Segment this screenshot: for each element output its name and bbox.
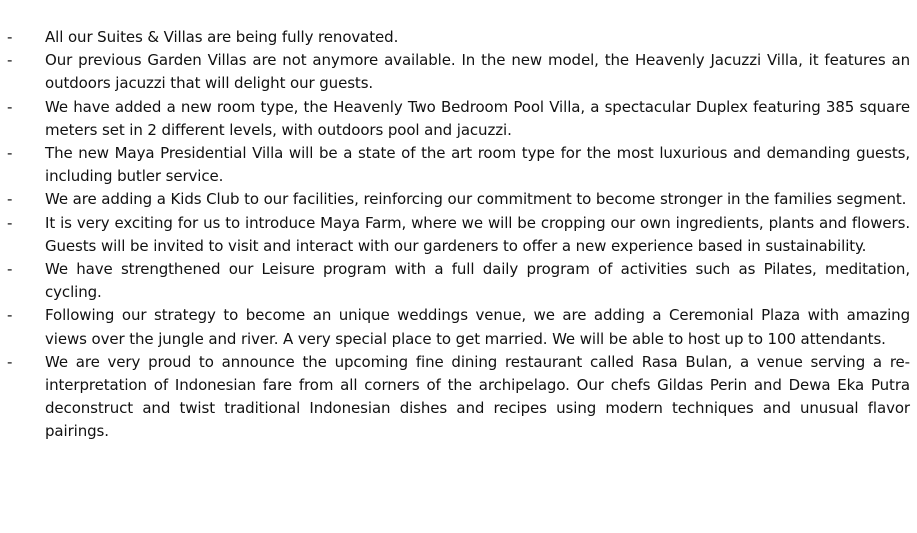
- list-item: [0, 351, 917, 444]
- list-item: [0, 96, 917, 142]
- bullet-dash: -: [7, 352, 13, 371]
- bullet-dash: -: [7, 213, 13, 232]
- list-item-text: It is very exciting for us to introduce Maya Farm, where we will be cropping our own ingredients, plants and flowers. Guests will be invited to visit and interact with our gardeners to offer a new experience based in sustainability.: [45, 213, 910, 255]
- list-item: [0, 26, 917, 49]
- list-item-text: We have added a new room type, the Heavenly Two Bedroom Pool Villa, a spectacular Duplex featuring 385 square meters set in 2 different levels, with outdoors pool and jacuzzi.: [45, 97, 910, 139]
- list-item-text: We are very proud to announce the upcoming fine dining restaurant called Rasa Bulan, a venue serving a re-interpretation of Indonesian fare from all corners of the archipelago. Our chefs Gildas Perin and Dewa Eka Putra deconstruct and twist traditional Indonesian dishes and recipes using modern techniques and unusual flavor pairings.: [45, 352, 910, 441]
- list-item-text: We are adding a Kids Club to our facilities, reinforcing our commitment to become stronger in the families segment.: [45, 190, 907, 209]
- list-item-text: The new Maya Presidential Villa will be a state of the art room type for the most luxurious and demanding guests, including butler service.: [45, 144, 910, 186]
- bullet-dash: -: [7, 306, 13, 325]
- list-item: [0, 212, 917, 258]
- list-item: [0, 188, 917, 211]
- list-item: [0, 49, 917, 95]
- list-item: [0, 142, 917, 188]
- list-item: [0, 304, 917, 350]
- bullet-list: [0, 26, 917, 444]
- list-item-text: Following our strategy to become an unique weddings venue, we are adding a Ceremonial Plaza with amazing views over the jungle and river. A very special place to get married. We will be able to host up to 100 attendants.: [45, 306, 910, 348]
- list-item-text: Our previous Garden Villas are not anymore available. In the new model, the Heavenly Jacuzzi Villa, it features an outdoors jacuzzi that will delight our guests.: [45, 51, 910, 93]
- bullet-dash: -: [7, 51, 13, 70]
- bullet-dash: -: [7, 190, 13, 209]
- bullet-dash: -: [7, 260, 13, 279]
- bullet-dash: -: [7, 97, 13, 116]
- bullet-dash: -: [7, 28, 13, 46]
- list-item: [0, 258, 917, 304]
- list-item-text: We have strengthened our Leisure program with a full daily program of activities such as Pilates, meditation, cycling.: [45, 260, 910, 302]
- list-item-text: All our Suites & Villas are being fully renovated.: [45, 28, 399, 46]
- bullet-dash: -: [7, 144, 13, 163]
